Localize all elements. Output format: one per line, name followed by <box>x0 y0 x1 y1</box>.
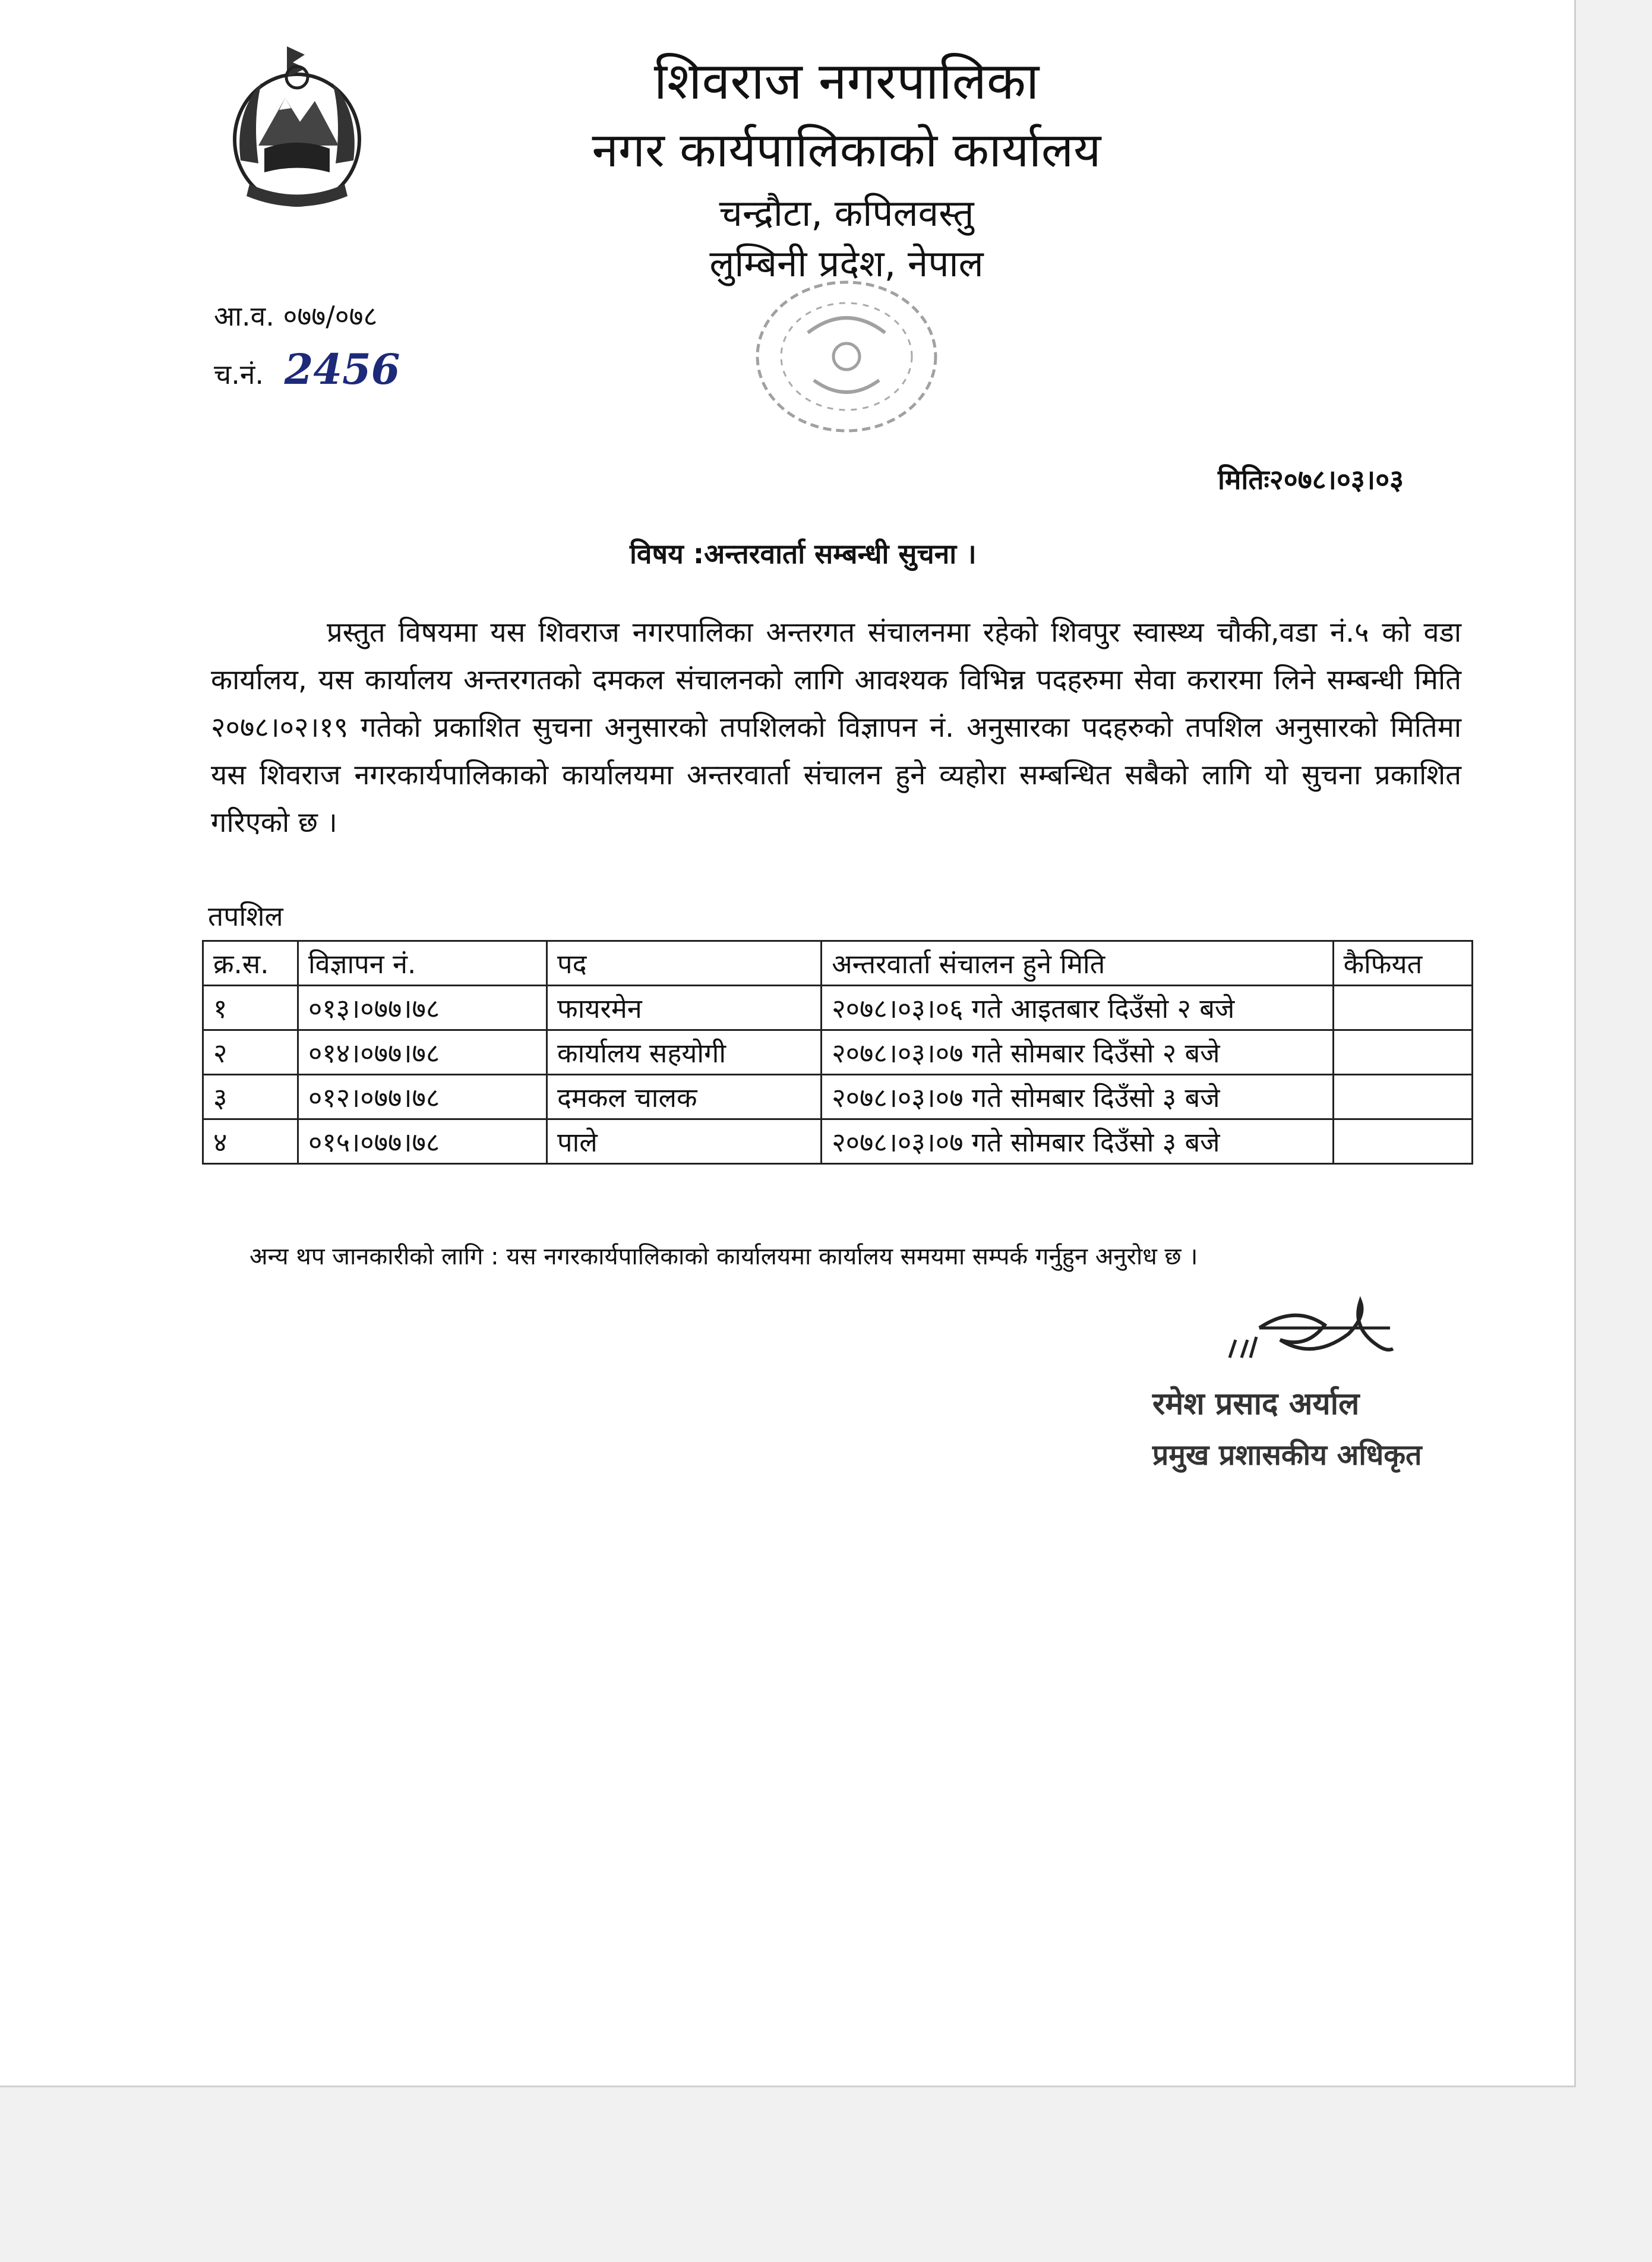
interview-schedule-table <box>202 940 1473 1165</box>
letter-date: मितिः२०७८।०३।०३ <box>1218 463 1404 496</box>
header-advertisement-no: विज्ञापन नं. <box>298 941 547 986</box>
dispatch-number: 2456 <box>284 345 400 394</box>
office-stamp-icon <box>737 267 956 446</box>
table-row <box>203 1075 1473 1119</box>
cell-serial: ३ <box>203 1075 298 1119</box>
cell-remarks <box>1333 1075 1472 1119</box>
cell-advertisement-no: ०१२।०७७।७८ <box>298 1075 547 1119</box>
cell-interview-date: २०७८।०३।०६ गते आइतबार दिउँसो २ बजे <box>822 986 1333 1030</box>
cell-serial: २ <box>203 1030 298 1075</box>
cell-interview-date: २०७८।०३।०७ गते सोमबार दिउँसो ३ बजे <box>822 1119 1333 1164</box>
cell-remarks <box>1333 986 1472 1030</box>
cell-position: दमकल चालक <box>547 1075 822 1119</box>
cell-position: पाले <box>547 1119 822 1164</box>
cell-position: फायरमेन <box>547 986 822 1030</box>
municipality-name: शिवराज नगरपालिका <box>653 52 1040 111</box>
cell-advertisement-no: ०१४।०७७।७८ <box>298 1030 547 1075</box>
table-caption: तपशिल <box>208 900 283 932</box>
signatory-title: प्रमुख प्रशासकीय अधिकृत <box>1152 1438 1422 1472</box>
dispatch-reference <box>214 345 400 394</box>
cell-serial: ४ <box>203 1119 298 1164</box>
cell-advertisement-no: ०१३।०७७।७८ <box>298 986 547 1030</box>
nepal-emblem-icon <box>217 42 377 220</box>
header-serial: क्र.स. <box>203 941 298 986</box>
table-header-row <box>203 941 1473 986</box>
fiscal-year: आ.व. ०७७/०७८ <box>214 300 378 332</box>
footer-note: अन्य थप जानकारीको लागि : यस नगरकार्यपालिकाको कार्यालयमा कार्यालय समयमा सम्पर्क गर्नुहुन अनुरोध छ । <box>249 1243 1198 1270</box>
dispatch-label: च.नं. <box>214 358 264 390</box>
header-remarks: कैफियत <box>1333 941 1472 986</box>
letter-subject: विषय :अन्तरवार्ता सम्बन्धी सुचना । <box>630 538 977 570</box>
cell-interview-date: २०७८।०३।०७ गते सोमबार दिउँसो २ बजे <box>822 1030 1333 1075</box>
header-interview-date: अन्तरवार्ता संचालन हुने मिति <box>822 941 1333 986</box>
cell-remarks <box>1333 1030 1472 1075</box>
cell-serial: १ <box>203 986 298 1030</box>
cell-remarks <box>1333 1119 1472 1164</box>
signatory-name: रमेश प्रसाद अर्याल <box>1152 1386 1360 1422</box>
cell-advertisement-no: ०१५।०७७।७८ <box>298 1119 547 1164</box>
cell-interview-date: २०७८।०३।०७ गते सोमबार दिउँसो ३ बजे <box>822 1075 1333 1119</box>
office-name: नगर कार्यपालिकाको कार्यालय <box>592 122 1101 178</box>
table-row <box>203 1119 1473 1164</box>
letter-body: प्रस्तुत विषयमा यस शिवराज नगरपालिका अन्तरगत संचालनमा रहेको शिवपुर स्वास्थ्य चौकी,वडा नं.५ को वडा कार्यालय, यस कार्यालय अन्तरगतको दमकल संचालनको लागि आवश्यक विभिन्न पदहरुमा सेवा करारमा लिने सम्बन्धी मिति २०७८।०२।१९ गतेको प्रकाशित सुचना अनुसारको तपशिलको विज्ञापन नं. अनुसारका पदहरुको तपशिल अनुसारको मितिमा यस शिवराज नगरकार्यपालिकाको कार्यालयमा अन्तरवार्ता संचालन हुने व्यहोरा सम्बन्धित सबैको लागि यो सुचना प्रकाशित गरिएको छ । <box>211 616 1461 839</box>
cell-position: कार्यालय सहयोगी <box>547 1030 822 1075</box>
table-row <box>203 1030 1473 1075</box>
table-row <box>203 986 1473 1030</box>
address-line-2: लुम्बिनी प्रदेश, नेपाल <box>709 242 984 285</box>
signature-icon <box>1224 1292 1402 1381</box>
header-position: पद <box>547 941 822 986</box>
address-line-1: चन्द्रौटा, कपिलवस्तु <box>719 191 974 235</box>
